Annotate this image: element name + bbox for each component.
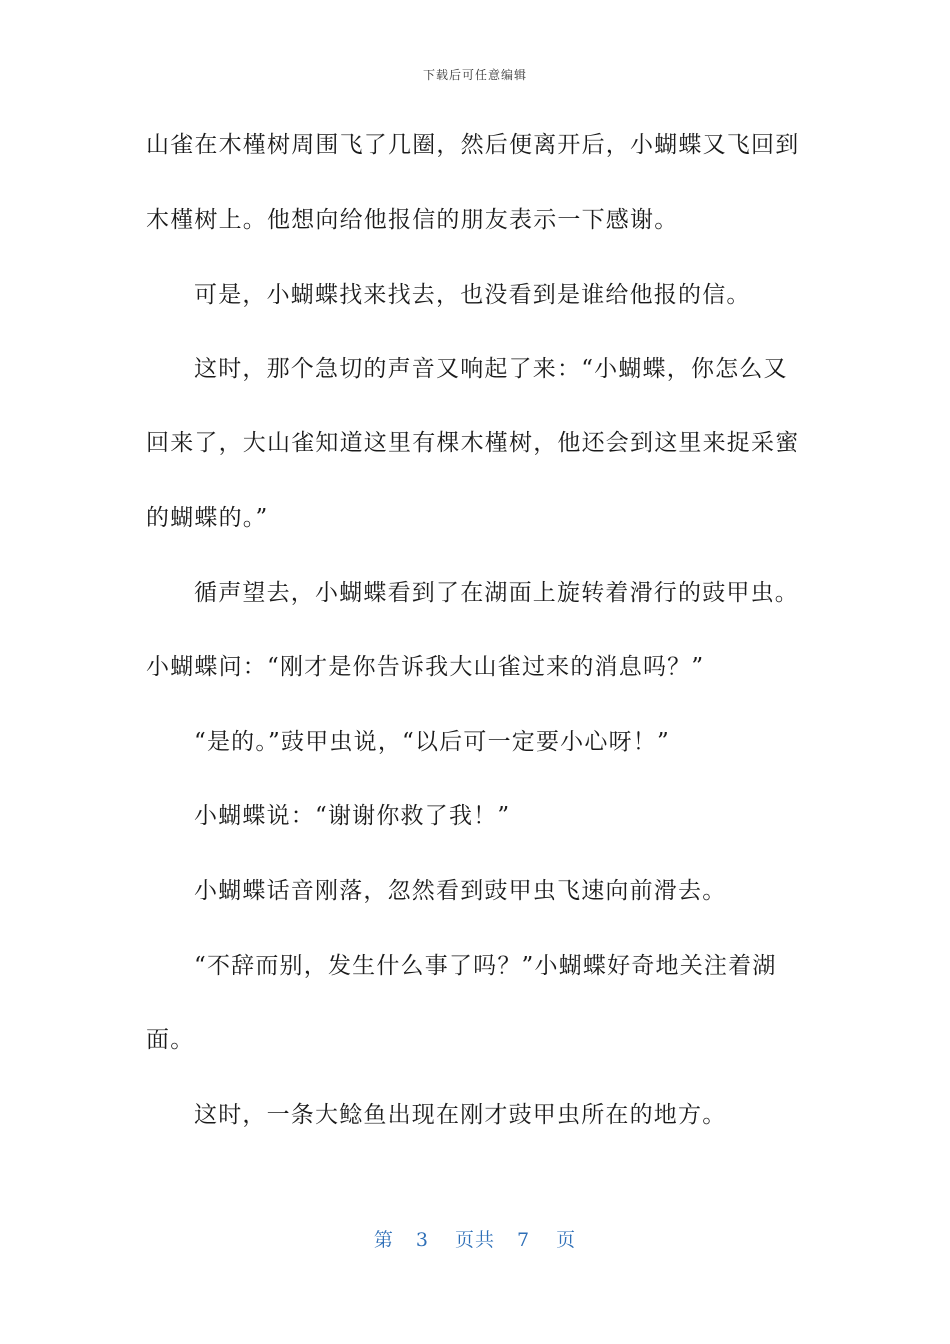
page-footer [0,1225,950,1252]
total-pages-number: 7 [517,1229,531,1251]
text-line: 面。 [146,1027,195,1053]
text-line: “不辞而别，发生什么事了吗？”小蝴蝶好奇地关注着湖 [194,953,777,979]
text-line: 小蝴蝶问：“刚才是你告诉我大山雀过来的消息吗？” [146,654,705,680]
text-line: 这时，那个急切的声音又响起了来：“小蝴蝶，你怎么又 [194,356,788,382]
text-line: 木槿树上。他想向给他报信的朋友表示一下感谢。 [146,207,679,233]
text-line: 回来了，大山雀知道这里有棵木槿树，他还会到这里来捉采蜜 [146,430,800,456]
current-page-number: 3 [415,1229,429,1251]
text-line: 小蝴蝶说：“谢谢你救了我！” [194,803,511,829]
page-header: 下载后可任意编辑 [422,68,527,82]
text-line: 山雀在木槿树周围飞了几圈，然后便离开后，小蝴蝶又飞回到 [146,132,800,158]
text-line: 的蝴蝶的。” [146,505,269,531]
text-line: 小蝴蝶话音刚落，忽然看到豉甲虫飞速向前滑去。 [194,878,727,904]
text-line: 这时，一条大鲶鱼出现在刚才豉甲虫所在的地方。 [194,1102,727,1128]
page-label-prefix: 第 [373,1229,394,1251]
text-line: 可是，小蝴蝶找来找去，也没看到是谁给他报的信。 [194,282,751,308]
page-label-suffix: 页 [556,1229,577,1251]
page-label-middle: 页共 [454,1229,495,1251]
text-line: “是的。”豉甲虫说，“以后可一定要小心呀！” [194,729,670,755]
text-line: 循声望去，小蝴蝶看到了在湖面上旋转着滑行的豉甲虫。 [194,580,799,606]
